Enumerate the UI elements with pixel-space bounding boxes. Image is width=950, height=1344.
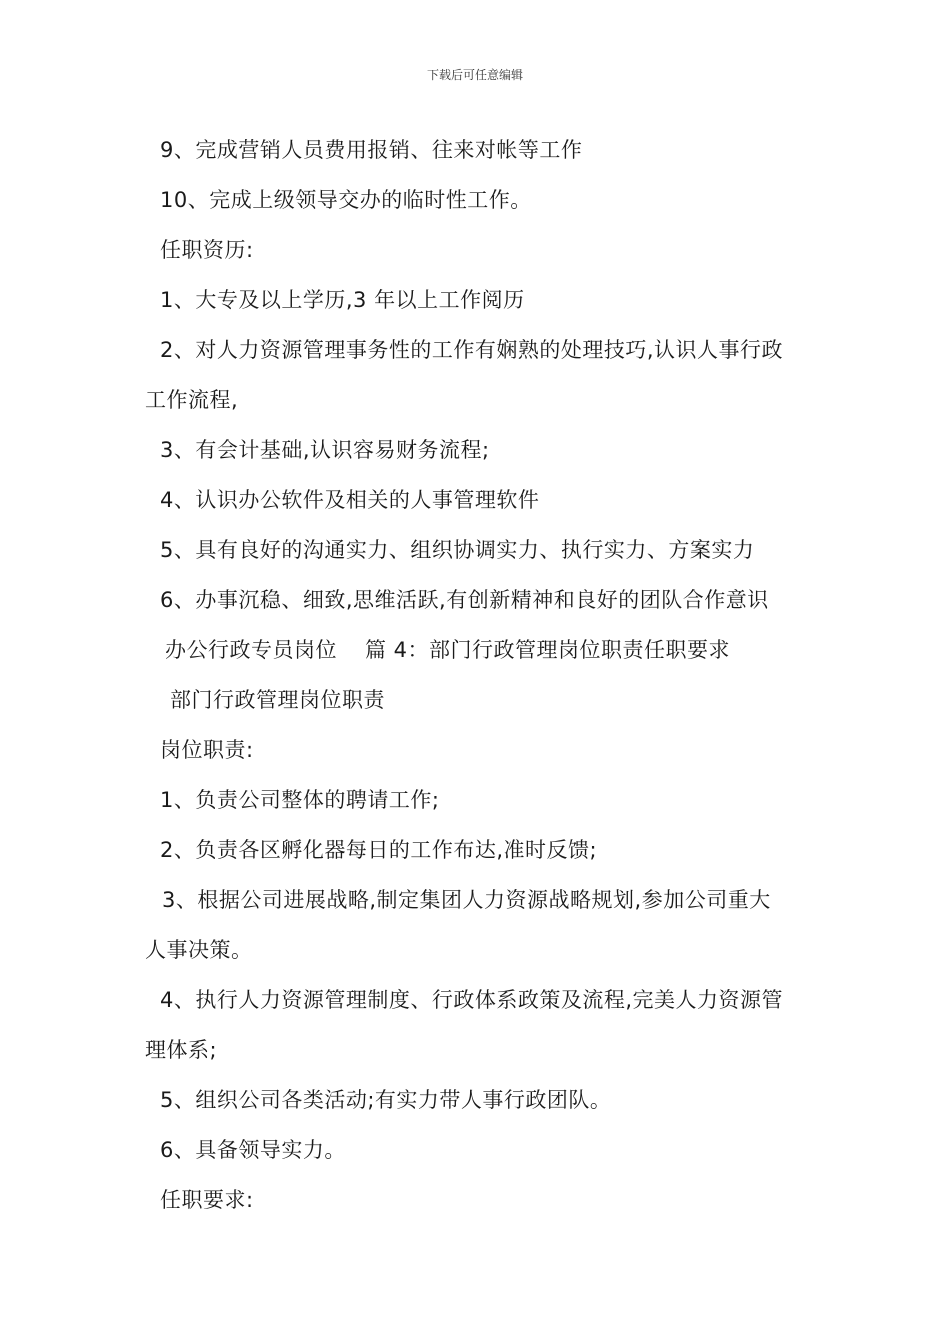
list-item-continuation: 人事决策。 bbox=[145, 938, 253, 962]
list-item: 10、完成上级领导交办的临时性工作。 bbox=[160, 188, 532, 212]
list-item: 6、办事沉稳、细致,思维活跃,有创新精神和良好的团队合作意识 bbox=[160, 588, 769, 612]
subsection-title: 部门行政管理岗位职责 bbox=[170, 688, 385, 712]
list-item: 2、对人力资源管理事务性的工作有娴熟的处理技巧,认识人事行政 bbox=[160, 338, 784, 362]
section-label: 岗位职责: bbox=[160, 738, 254, 762]
section-label: 任职资历: bbox=[160, 238, 254, 262]
section-heading bbox=[165, 636, 730, 664]
list-item: 5、具有良好的沟通实力、组织协调实力、执行实力、方案实力 bbox=[160, 538, 755, 562]
section-label: 任职要求: bbox=[160, 1188, 254, 1212]
section-heading-part2: 篇 4：部门行政管理岗位职责任职要求 bbox=[365, 638, 731, 662]
list-item: 2、负责各区孵化器每日的工作布达,准时反馈; bbox=[160, 838, 598, 862]
list-item: 1、负责公司整体的聘请工作; bbox=[160, 788, 440, 812]
list-item: 1、大专及以上学历,3 年以上工作阅历 bbox=[160, 288, 525, 312]
list-item: 6、具备领导实力。 bbox=[160, 1138, 346, 1162]
list-item-continuation: 工作流程, bbox=[145, 388, 239, 412]
list-item: 4、认识办公软件及相关的人事管理软件 bbox=[160, 488, 540, 512]
page-header: 下载后可任意编辑 bbox=[426, 68, 523, 82]
list-item: 4、执行人力资源管理制度、行政体系政策及流程,完美人力资源管 bbox=[160, 988, 784, 1012]
list-item-continuation: 理体系; bbox=[145, 1038, 218, 1062]
list-item: 9、完成营销人员费用报销、往来对帐等工作 bbox=[160, 138, 583, 162]
list-item: 5、组织公司各类活动;有实力带人事行政团队。 bbox=[160, 1088, 612, 1112]
section-heading-part1: 办公行政专员岗位 bbox=[165, 638, 337, 662]
list-item: 3、根据公司进展战略,制定集团人力资源战略规划,参加公司重大 bbox=[162, 888, 771, 912]
list-item: 3、有会计基础,认识容易财务流程; bbox=[160, 438, 490, 462]
